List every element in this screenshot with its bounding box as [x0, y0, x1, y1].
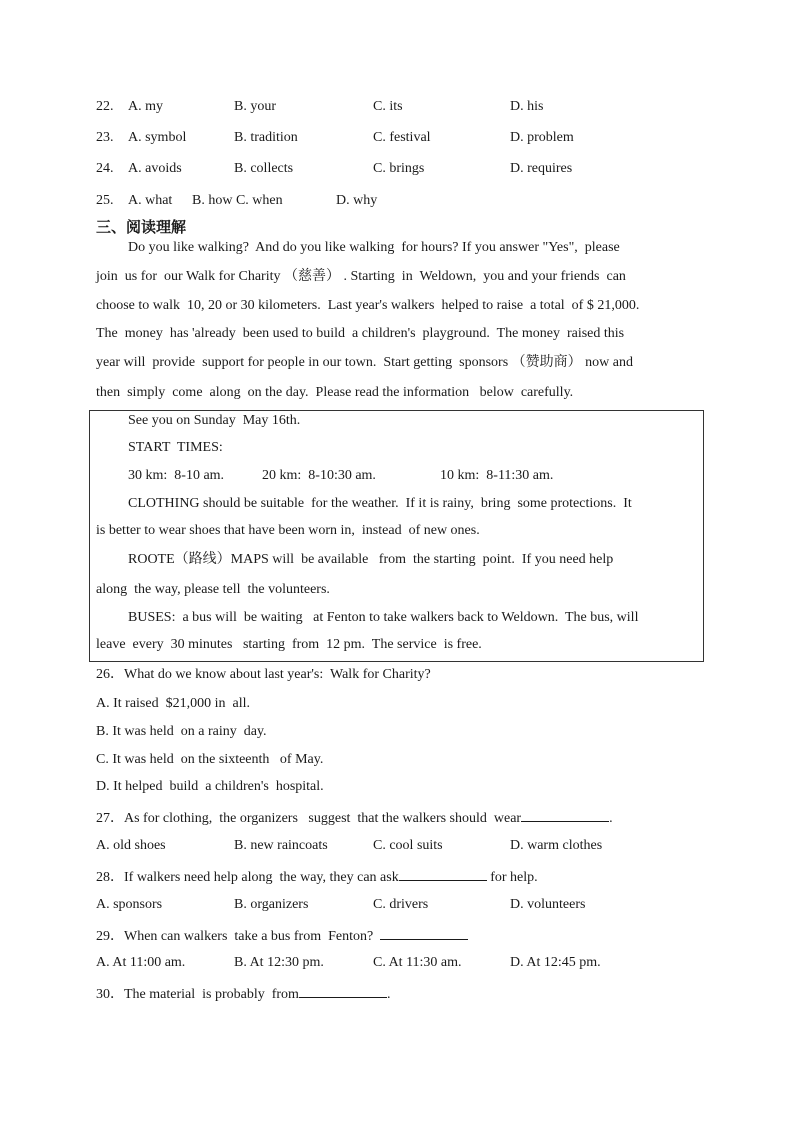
q26-stem: 26．What do we know about last year's: Walk for Charity? — [96, 667, 431, 682]
notice-clothing: CLOTHING should be suitable for the weather. If it is rainy, bring some protections. It — [128, 496, 632, 511]
q27-option-d: D. warm clothes — [510, 838, 603, 853]
q26-option-c: C. It was held on the sixteenth of May. — [96, 752, 324, 767]
notice-date: See you on Sunday May 16th. — [128, 413, 301, 428]
q28-option-c: C. drivers — [373, 897, 429, 912]
q26-option-d: D. It helped build a children's hospital. — [96, 779, 324, 794]
q26-option-b: B. It was held on a rainy day. — [96, 724, 267, 739]
q28-stem: 28．If walkers need help along the way, they can ask — [96, 870, 399, 885]
q22-option-a: A. my — [128, 99, 163, 114]
q23-number: 23. — [96, 130, 114, 145]
passage-line: Do you like walking? And do you like walking for hours? If you answer "Yes", please — [128, 240, 620, 255]
q28-stem-line — [96, 866, 538, 887]
q27-stem-end: . — [609, 811, 613, 826]
q27-option-a: A. old shoes — [96, 838, 166, 853]
section-title: 三、阅读理解 — [96, 218, 187, 236]
notice-time-20km: 20 km: 8-10:30 am. — [262, 468, 376, 483]
answer-blank — [299, 983, 387, 998]
notice-time-10km: 10 km: 8-11:30 am. — [440, 468, 554, 483]
passage-line: The money has 'already been used to build a children's playground. The money raised this — [96, 326, 625, 341]
notice-buses: BUSES: a bus will be waiting at Fenton to take walkers back to Weldown. The bus, will — [128, 610, 639, 625]
notice-buses-cont: leave every 30 minutes starting from 12 pm. The service is free. — [96, 637, 482, 652]
notice-route-maps-cont: along the way, please tell the volunteers. — [96, 582, 330, 597]
q25-option-a: A. what — [128, 193, 173, 208]
q27-stem-line — [96, 807, 613, 828]
q28-option-d: D. volunteers — [510, 897, 586, 912]
q23-option-d: D. problem — [510, 130, 574, 145]
q29-stem-line — [96, 925, 468, 946]
passage-line: join us for our Walk for Charity （慈善） . Starting in Weldown, you and your friends can — [96, 269, 626, 284]
q23-option-c: C. festival — [373, 130, 431, 145]
notice-clothing-cont: is better to wear shoes that have been worn in, instead of new ones. — [96, 523, 480, 538]
q22-option-c: C. its — [373, 99, 403, 114]
q22-option-d: D. his — [510, 99, 544, 114]
q27-option-c: C. cool suits — [373, 838, 443, 853]
q26-option-a: A. It raised $21,000 in all. — [96, 696, 250, 711]
q23-option-a: A. symbol — [128, 130, 187, 145]
q24-option-d: D. requires — [510, 161, 573, 176]
notice-start-times-label: START TIMES: — [128, 440, 223, 455]
passage-line: then simply come along on the day. Please read the information below carefully. — [96, 385, 574, 400]
q30-stem-line — [96, 983, 390, 1004]
q30-stem-end: . — [386, 987, 391, 1002]
q27-stem: 27．As for clothing, the organizers suggest that the walkers should wear — [96, 811, 522, 826]
q29-option-d: D. At 12:45 pm. — [510, 955, 601, 970]
q28-option-b: B. organizers — [234, 897, 309, 912]
passage-line: year will provide support for people in our town. Start getting sponsors （赞助商） now and — [96, 355, 633, 370]
q24-option-a: A. avoids — [128, 161, 182, 176]
q28-stem-end: for help. — [486, 870, 538, 885]
q30-stem: 30．The material is probably from — [96, 987, 299, 1002]
q25-option-bc: B. how C. when — [192, 193, 283, 208]
q29-stem: 29．When can walkers take a bus from Fenton? — [96, 929, 381, 944]
notice-route-maps: ROOTE（路线）MAPS will be available from the starting point. If you need help — [128, 552, 614, 567]
q29-option-b: B. At 12:30 pm. — [234, 955, 324, 970]
answer-blank — [399, 866, 487, 881]
q27-option-b: B. new raincoats — [234, 838, 328, 853]
q24-option-c: C. brings — [373, 161, 425, 176]
answer-blank — [380, 925, 468, 940]
answer-blank — [521, 807, 609, 822]
notice-time-30km: 30 km: 8-10 am. — [128, 468, 225, 483]
q23-option-b: B. tradition — [234, 130, 298, 145]
q25-option-d: D. why — [336, 193, 378, 208]
q29-option-c: C. At 11:30 am. — [373, 955, 462, 970]
q24-option-b: B. collects — [234, 161, 294, 176]
q28-option-a: A. sponsors — [96, 897, 163, 912]
q24-number: 24. — [96, 161, 114, 176]
q22-number: 22. — [96, 99, 114, 114]
q22-option-b: B. your — [234, 99, 276, 114]
q25-number: 25. — [96, 193, 114, 208]
passage-line: choose to walk 10, 20 or 30 kilometers. Last year's walkers helped to raise a total of $ 21,000. — [96, 298, 640, 313]
q29-option-a: A. At 11:00 am. — [96, 955, 186, 970]
